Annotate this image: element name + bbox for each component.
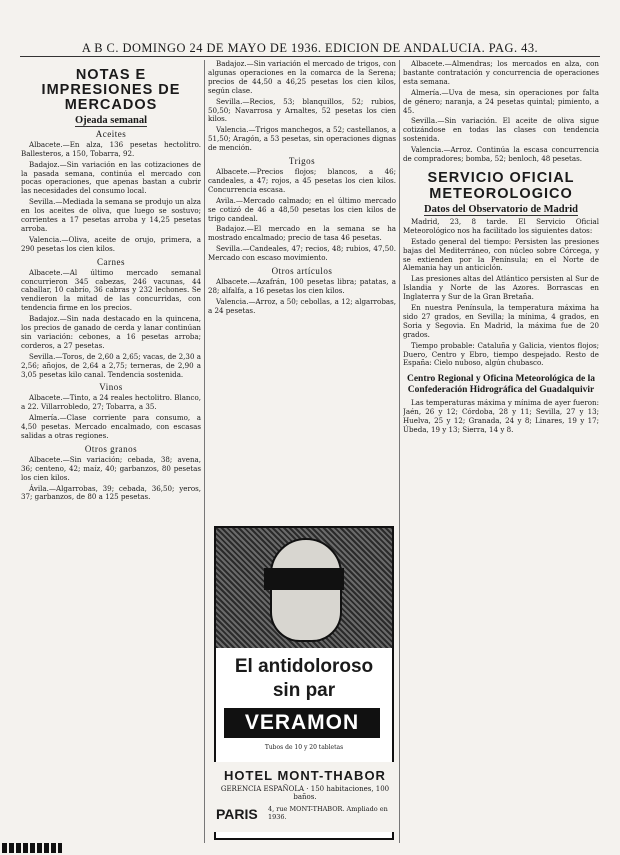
paragraph: Badajoz.—Sin variación en las cotizaciones de la pasada semana, continúa el mercado con pocas operaciones, que apenas bastan a cubrir las necesidades del consumo local.: [21, 159, 201, 196]
page-header: A B C. DOMINGO 24 DE MAYO DE 1936. EDICION DE ANDALUCIA. PAG. 43.: [81, 41, 539, 55]
paragraph: Albacete.—Sin variación; cebada, 38; avena, 36; centeno, 42; maíz, 40; garbanzos, 80 pesetas los cien kilos.: [21, 454, 201, 482]
ad-small-print: Tubos de 10 y 20 tabletas: [264, 744, 344, 751]
hotel-subtitle: GERENCIA ESPAÑOLA · 150 habitaciones, 100 baños.: [216, 785, 394, 801]
ad-headline-2: sin par: [272, 680, 336, 701]
header-rule: [20, 56, 600, 57]
paragraph: Albacete.—Al último mercado semanal concurrieron 345 cabezas, 246 vacunas, 44 caballar, 10 cabrío, 36 cabras y 232 lechones. Se vendieron la mitad de las concurridas, con tendencia firme en los precios.: [21, 267, 201, 313]
meteo-section-title: SERVICIO OFICIAL METEOROLOGICO: [427, 169, 575, 202]
hotel-city: PARIS: [216, 806, 258, 822]
paragraph: Avila.—Mercado calmado; en el último mercado se cotizó de 46 a 48,50 pesetas los cien kilos de trigo candeal.: [208, 195, 396, 223]
paragraph: Albacete.—Azafrán, 100 pesetas libra; patatas, a 28; alfalfa, a 16 pesetas los cien kilos.: [208, 276, 396, 295]
paragraph: Albacete.—Precios flojos; blancos, a 46; candeales, a 47; rojos, a 45 pesetas los cien kilos. Concurrencia escasa.: [208, 166, 396, 194]
guadalquivir-heading: Centro Regional y Oficina Meteorológica de la Confederación Hidrográfica del Guadalquivir: [406, 374, 596, 396]
paragraph: Ávila.—Algarrobas, 39; cebada, 36,50; yeros, 37; garbanzos, de 80 a 125 pesetas.: [21, 483, 201, 502]
paragraph: Tiempo probable: Cataluña y Galicia, vientos flojos; Duero, Centro y Ebro, tiempo despejado. Resto de España: Cielo nuboso, algún chubasco.: [403, 340, 599, 368]
paragraph: Almería.—Uva de mesa, sin operaciones por falta de género; naranja, a 24 pesetas quintal; pimiento, a 45.: [403, 87, 599, 115]
granos-heading: Otros granos: [84, 443, 138, 454]
paragraph: Albacete.—En alza, 136 pesetas hectolitro. Ballesteros, a 150, Tobarra, 92.: [21, 139, 201, 158]
paragraph: Las presiones altas del Atlántico persisten al Sur de Islandia y Norte de las Azores. Borrascas en Inglaterra y Sur de la Gran Bretaña.: [403, 274, 599, 302]
paragraph: Sevilla.—Toros, de 2,60 a 2,65; vacas, de 2,30 a 2,56; añojos, de 2,64 a 2,75; terneras, de 2,90 a 3,05 pesetas kilo canal. Tendencia sostenida.: [21, 351, 201, 379]
print-registration-marks: [2, 843, 62, 853]
aceites-heading: Aceites: [95, 128, 127, 139]
paragraph: Valencia.—Arroz, a 50; cebollas, a 12; algarrobas, a 24 pesetas.: [208, 296, 396, 315]
paragraph: Estado general del tiempo: Persisten las presiones bajas del Mediterráneo, con núcleo sobre Córcega, y se extienden por la Península; en el Norte de Alemania hay un anticiclón.: [403, 236, 599, 273]
paragraph: Sevilla.—Recios, 53; blanquillos, 52; rubios, 50,50; Navarrosa y Arnaltes, 52 pesetas los cien kilos.: [208, 96, 396, 124]
paragraph: Albacete.—Almendras; los mercados en alza, con bastante contratación y concurrencia de operaciones esta semana.: [403, 60, 599, 86]
otros-heading: Otros artículos: [271, 266, 333, 277]
section-title: NOTAS E IMPRESIONES DE MERCADOS: [41, 67, 181, 113]
carnes-heading: Carnes: [97, 256, 125, 267]
madrid-observatory-heading: Datos del Observatorio de Madrid: [424, 203, 578, 215]
paragraph: Valencia.—Arroz. Continúa la escasa concurrencia de compradores; bomba, 52; benloch, 48 pesetas.: [403, 145, 599, 164]
ad-face-illustration: [270, 538, 342, 642]
paragraph: En nuestra Península, la temperatura máxima ha sido 27 grados, en Sevilla; la mínima, 4 grados, en Soria y Segovia. En Madrid, la máxima fue de 20 grados.: [403, 303, 599, 339]
paragraph: Albacete.—Tinto, a 24 reales hectolitro. Blanco, a 22. Villarrobledo, 27; Tobarra, a 35.: [21, 393, 201, 412]
paragraph: Sevilla.—Mediada la semana se produjo un alza en los aceites de oliva, que luego se sostuvo; corrientes a 17 pesetas arroba y 14,25 pesetas arroba.: [21, 197, 201, 233]
column-divider-2: [399, 60, 400, 843]
paragraph: Valencia.—Trigos manchegos, a 52; castellanos, a 51,50; Aragón, a 53 pesetas, sin operaciones dignas de mención.: [208, 125, 396, 153]
paragraph: Madrid, 23, 8 tarde. El Servicio Oficial Meteorológico nos ha facilitado los siguientes datos:: [403, 216, 599, 235]
hotel-name: HOTEL MONT-THABOR: [216, 768, 394, 783]
column-2: [208, 60, 396, 525]
hotel-address: 4, rue MONT-THABOR. Ampliado en 1936.: [268, 805, 388, 821]
paragraph: Almería.—Clase corriente para consumo, a 4,50 pesetas. Mercado encalmado, con escasas salidas a otras regiones.: [21, 413, 201, 440]
trigos-heading: Trigos: [288, 156, 316, 167]
paragraph: Badajoz.—Sin variación el mercado de trigos, con algunas operaciones en la comarca de la Serena; precios de 44,50 a 46,25 pesetas los cien kilos, según clase.: [208, 60, 396, 95]
column-3: [403, 60, 599, 843]
vinos-heading: Vinos: [99, 382, 123, 393]
column-divider-1: [204, 60, 205, 843]
paragraph: Sevilla.—Candeales, 47; recios, 48; rubios, 47,50. Mercado con escaso movimiento.: [208, 244, 396, 263]
ad-headband: [264, 568, 344, 590]
ad-headline: El antidoloroso: [234, 656, 374, 677]
paragraph: Las temperaturas máxima y mínima de ayer fueron: Jaén, 26 y 12; Córdoba, 28 y 11; Sevilla, 27 y 13; Huelva, 25 y 12; Granada, 24 y 8; Linares, 19 y 17; Úbeda, 19 y 13; Sierra, 14 y 8.: [403, 398, 599, 435]
section-subtitle: Ojeada semanal: [74, 115, 148, 126]
column-1: [21, 60, 201, 843]
ad-brand-name: VERAMON: [224, 708, 380, 738]
paragraph: Badajoz.—Sin nada destacado en la quincena, los precios de ganado de cerda y lanar continúan sin variación: cebones, a 16 pesetas arroba; corderos, a 27 pesetas.: [21, 314, 201, 350]
paragraph: Valencia.—Oliva, aceite de orujo, primera, a 290 pesetas los cien kilos.: [21, 234, 201, 253]
paragraph: Sevilla.—Sin variación. El aceite de oliva sigue cotizándose en todas las clases con tendencia sostenida.: [403, 116, 599, 144]
paragraph: Badajoz.—El mercado en la semana se ha mostrado encalmado; precio de tasa 46 pesetas.: [208, 224, 396, 243]
